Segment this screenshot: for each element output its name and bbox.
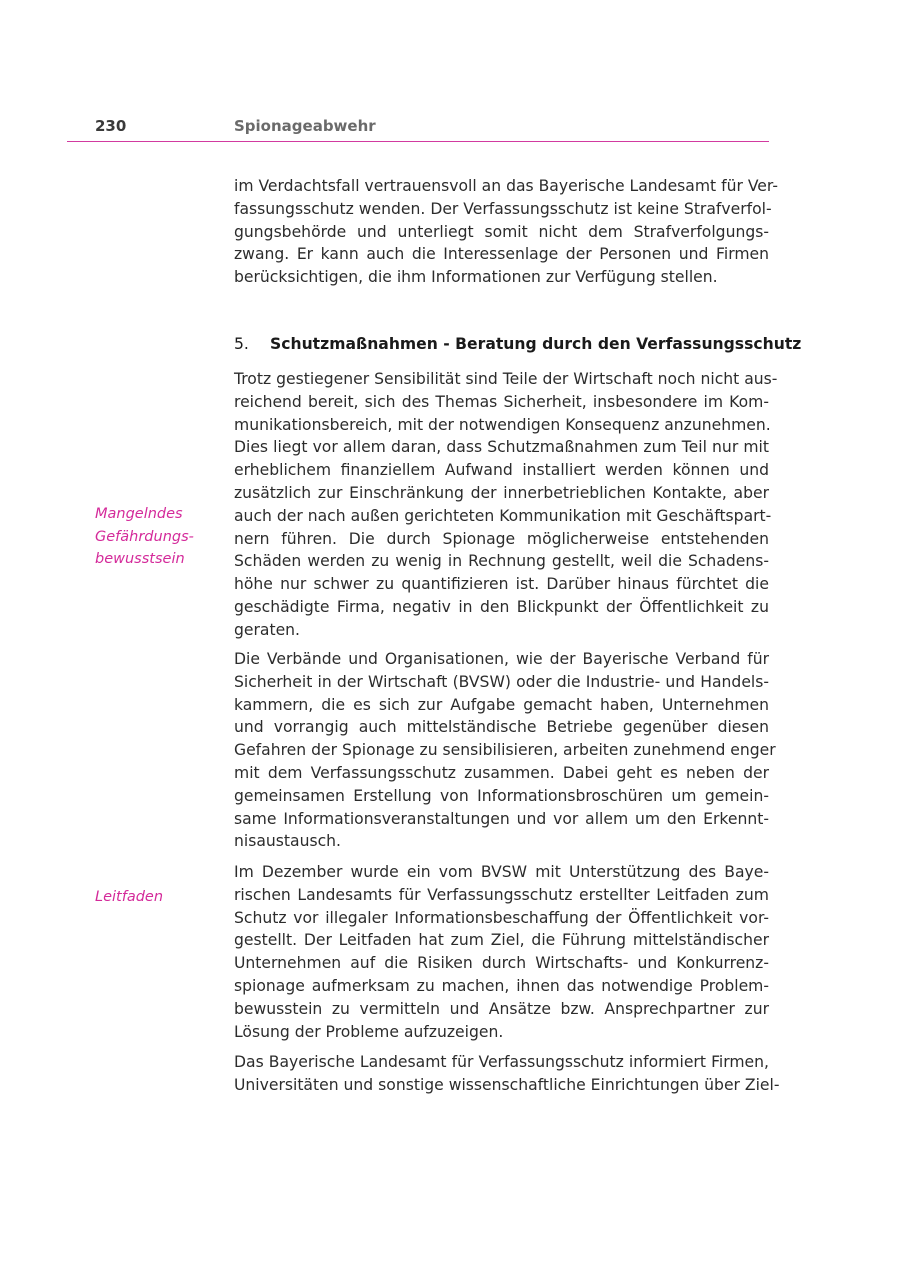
text-line: im Verdachtsfall vertrauensvoll an das Bayerische Landesamt für Ver- (234, 177, 778, 195)
paragraph-3 (234, 861, 769, 1043)
text-line: geraten. (234, 620, 301, 639)
text-line: nisaustausch. (234, 832, 341, 851)
paragraph-4 (234, 1051, 780, 1097)
text-line: Unternehmen auf die Risiken durch Wirtschafts- und Konkurrenz- (234, 954, 769, 973)
text-line: erheblichem finanziellem Aufwand installiert werden können und (234, 461, 769, 480)
text-line: Lösung der Probleme aufzuzeigen. (234, 1022, 504, 1041)
text-line: spionage aufmerksam zu machen, ihnen das notwendige Problem- (234, 976, 769, 995)
text-line: rischen Landesamts für Verfassungsschutz erstellter Leitfaden zum (234, 885, 769, 904)
text-line: Schäden werden zu wenig in Rechnung gestellt, weil die Schadens- (234, 552, 769, 571)
text-line: munikationsbereich, mit der notwendigen Konsequenz anzunehmen. (234, 415, 771, 434)
text-line: Die Verbände und Organisationen, wie der Bayerische Verband für (234, 650, 769, 668)
text-line: und vorrangig auch mittelständische Betriebe gegenüber diesen (234, 718, 769, 737)
text-line: Schutz vor illegaler Informationsbeschaffung der Öffentlichkeit vor- (234, 908, 769, 927)
text-line: gestellt. Der Leitfaden hat zum Ziel, die Führung mittelständischer (234, 931, 769, 950)
section-number: 5. (234, 335, 249, 353)
margin-note-line: bewusstsein (95, 551, 185, 567)
text-line: fassungsschutz wenden. Der Verfassungsschutz ist keine Strafverfol- (234, 199, 772, 218)
text-line: zwang. Er kann auch die Interessenlage der Personen und Firmen (234, 245, 769, 264)
text-line: Trotz gestiegener Sensibilität sind Teile der Wirtschaft noch nicht aus- (234, 370, 778, 388)
header-rule (67, 141, 769, 142)
margin-note-line: Leitfaden (95, 889, 164, 905)
text-line: Sicherheit in der Wirtschaft (BVSW) oder die Industrie- und Handels- (234, 672, 769, 691)
text-line: reichend bereit, sich des Themas Sicherheit, insbesondere im Kom- (234, 392, 769, 411)
margin-note-line: Mangelndes (95, 506, 183, 522)
section-heading (234, 333, 802, 355)
text-line: kammern, die es sich zur Aufgabe gemacht haben, Unternehmen (234, 695, 769, 714)
margin-note-leitfaden (95, 886, 163, 909)
text-line: berücksichtigen, die ihm Informationen zur Verfügung stellen. (234, 268, 718, 287)
paragraph-1 (234, 368, 778, 642)
margin-note-gefaehrdungsbewusstsein (95, 503, 194, 571)
running-head: Spionageabwehr (234, 117, 376, 135)
text-line: gemeinsamen Erstellung von Informationsbroschüren um gemein- (234, 786, 769, 805)
text-line: Im Dezember wurde ein vom BVSW mit Unterstützung des Baye- (234, 863, 769, 881)
paragraph-intro (234, 175, 778, 289)
section-title: Schutzmaßnahmen - Beratung durch den Verfassungsschutz (270, 335, 802, 353)
text-line: same Informationsveranstaltungen und vor allem um den Erkennt- (234, 809, 769, 828)
text-line: Universitäten und sonstige wissenschaftliche Einrichtungen über Ziel- (234, 1075, 780, 1094)
text-line: Gefahren der Spionage zu sensibilisieren, arbeiten zunehmend enger (234, 741, 776, 760)
text-line: nern führen. Die durch Spionage möglicherweise entstehenden (234, 529, 769, 548)
paragraph-2 (234, 648, 776, 853)
text-line: gungsbehörde und unterliegt somit nicht dem Strafverfolgungs- (234, 222, 769, 241)
text-line: Dies liegt vor allem daran, dass Schutzmaßnahmen zum Teil nur mit (234, 438, 769, 457)
text-line: mit dem Verfassungsschutz zusammen. Dabei geht es neben der (234, 763, 769, 782)
page-number: 230 (95, 117, 127, 135)
text-line: Das Bayerische Landesamt für Verfassungsschutz informiert Firmen, (234, 1053, 769, 1071)
text-line: auch der nach außen gerichteten Kommunikation mit Geschäftspart- (234, 506, 772, 525)
text-line: geschädigte Firma, negativ in den Blickpunkt der Öffentlichkeit zu (234, 597, 769, 616)
text-line: zusätzlich zur Einschränkung der innerbetrieblichen Kontakte, aber (234, 483, 769, 502)
margin-note-line: Gefährdungs- (95, 528, 194, 545)
text-line: höhe nur schwer zu quantifizieren ist. Darüber hinaus fürchtet die (234, 575, 769, 594)
text-line: bewusstein zu vermitteln und Ansätze bzw. Ansprechpartner zur (234, 999, 769, 1018)
